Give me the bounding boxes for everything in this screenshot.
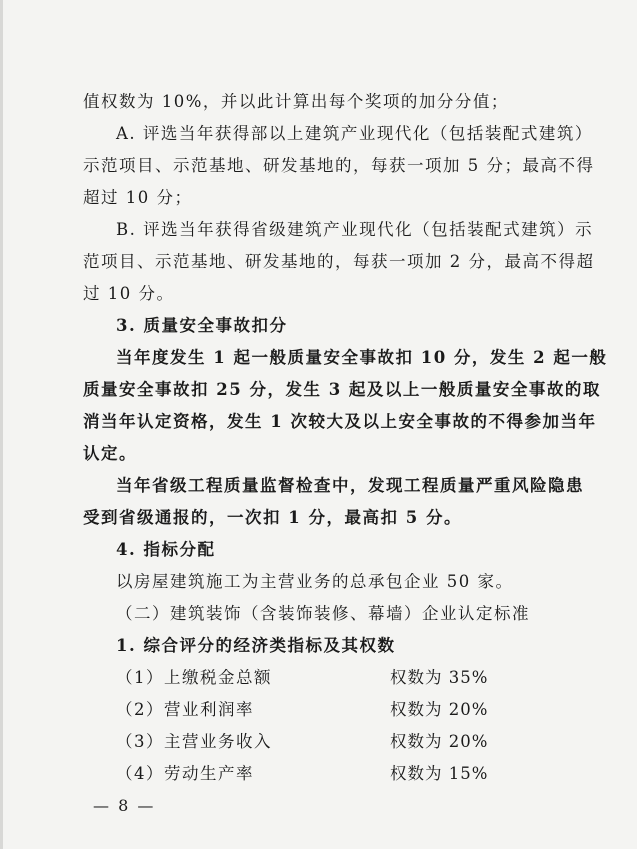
text-line: 范项目、示范基地、研发基地的，每获一项加 2 分，最高不得超 [83, 252, 595, 271]
text-line: 以房屋建筑施工为主营业务的总承包企业 50 家。 [116, 572, 514, 591]
section-heading: 4. 指标分配 [116, 540, 216, 559]
text-line: 认定。 [83, 444, 137, 463]
indicator-label: （3）主营业务收入 [116, 732, 272, 751]
indicator-label: （1）上缴税金总额 [116, 668, 272, 687]
text-line: 质量安全事故扣 25 分，发生 3 起及以上一般质量安全事故的取 [83, 380, 601, 399]
indicator-weight: 权数为 35% [390, 668, 489, 687]
text-line: B. 评选当年获得省级建筑产业现代化（包括装配式建筑）示 [116, 220, 594, 239]
section-heading: （二）建筑装饰（含装饰装修、幕墙）企业认定标准 [116, 604, 530, 623]
text-line: A. 评选当年获得部以上建筑产业现代化（包括装配式建筑） [116, 124, 593, 143]
text-line: 受到省级通报的，一次扣 1 分，最高扣 5 分。 [83, 508, 462, 527]
indicator-label: （2）营业利润率 [116, 700, 254, 719]
indicator-weight: 权数为 20% [390, 732, 489, 751]
text-line: 示范项目、示范基地、研发基地的，每获一项加 5 分；最高不得 [83, 156, 595, 175]
text-line: 值权数为 10%，并以此计算出每个奖项的加分分值； [83, 92, 509, 111]
indicator-label: （4）劳动生产率 [116, 764, 254, 783]
section-heading: 1. 综合评分的经济类指标及其权数 [116, 636, 396, 655]
indicator-weight: 权数为 15% [390, 764, 489, 783]
text-line: 超过 10 分； [83, 188, 193, 207]
text-line: 当年省级工程质量监督检查中，发现工程质量严重风险隐患 [116, 476, 584, 495]
text-line: 消当年认定资格，发生 1 次较大及以上安全事故的不得参加当年 [83, 412, 597, 431]
text-line: 过 10 分。 [83, 284, 175, 303]
text-line: 当年度发生 1 起一般质量安全事故扣 10 分，发生 2 起一般 [116, 348, 608, 367]
indicator-weight: 权数为 20% [390, 700, 489, 719]
section-heading: 3. 质量安全事故扣分 [116, 316, 288, 335]
page-number: — 8 — [93, 796, 156, 815]
